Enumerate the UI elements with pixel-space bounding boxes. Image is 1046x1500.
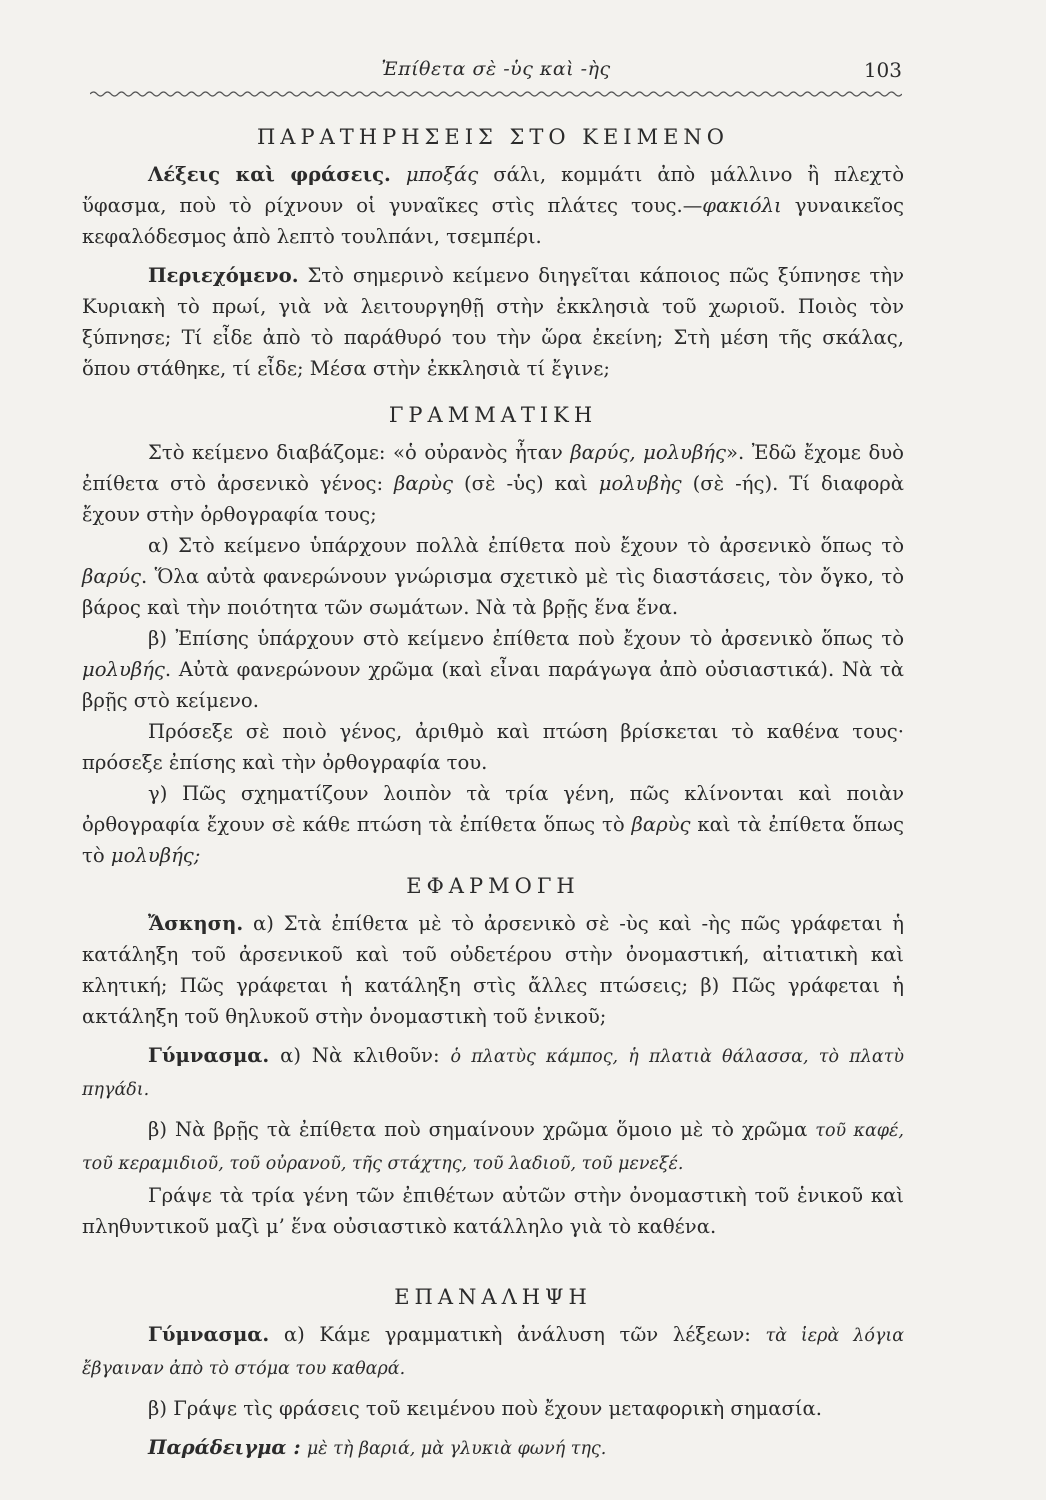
drill-b-text: β) Νὰ βρῇς τὰ ἐπίθετα ποὺ σημαίνουν χρῶμα ὅμοιο μὲ τὸ χρῶμα [148,1118,816,1141]
gamma-text-2: καὶ τὰ ἐπίθετα ὅπως τὸ [82,813,904,867]
paragraph-review-a [82,1319,904,1385]
intro-term-1: βαρύς, μολυβής [570,441,727,464]
paragraph-content [82,260,904,384]
wavy-divider [90,88,902,100]
paragraph-grammar-gamma [82,778,904,871]
gamma-term-2: μολυβής [110,844,194,867]
paragraph-grammar-beta [82,623,904,716]
alpha-term: βαρύς [82,565,141,588]
paragraph-drill-c: Γράψε τὰ τρία γένη τῶν ἐπιθέτων αὐτῶν στὴν ὀνομαστικὴ τοῦ ἑνικοῦ καὶ πληθυντικοῦ μαζὶ μ’ ἕνα οὐσιαστικὸ κατάλληλο γιὰ τὸ καθένα. [82,1184,904,1238]
definition-mboxas: σάλι, κομμάτι ἀπὸ μάλλινο ἢ πλεχτὸ ὕφασμα, ποὺ τὸ ρίχνουν οἱ γυναῖκες στὶς πλάτες τους.— [82,163,905,217]
beta-text-2: . Αὐτὰ φανερώνουν χρῶμα (καὶ εἶναι παράγωγα ἀπὸ οὐσιαστικά). Νὰ τὰ βρῇς στὸ κείμενο. [82,658,904,712]
intro-term-3: μολυβὴς [598,472,682,495]
paragraph-grammar-alpha [82,530,904,623]
page-content [82,122,904,1465]
heading-review: ΕΠΑΝΑΛΗΨΗ [394,1285,592,1309]
intro-text-1: Στὸ κείμενο διαβάζομε: «ὁ οὐρανὸς ἦταν [148,441,571,464]
running-title: Ἐπίθετα σὲ -ὑς καὶ -ὴς [381,58,611,80]
beta-term: μολυβής [82,658,165,681]
paragraph-grammar-note: Πρόσεξε σὲ ποιὸ γένος, ἀριθμὸ καὶ πτώση βρίσκεται τὸ καθένα τους· πρόσεξε ἐπίσης καὶ τὴν ὀρθογραφία του. [82,720,904,774]
alpha-text-2: . Ὅλα αὐτὰ φανερώνουν γνώρισμα σχετικὸ μὲ τὶς διαστάσεις, τὸν ὄγκο, τὸ βάρος καὶ τὴν ποιότητα τῶν σωμάτων. Νὰ τὰ βρῇς ἕνα ἕνα. [82,565,904,619]
review-a-phrase: τὰ ἱερὰ λόγια ἔβγαιναν ἀπὸ τὸ στόμα του καθαρά. [82,1326,905,1379]
label-drill: Γύμνασμα. [148,1044,270,1067]
paragraph-example [82,1432,904,1465]
gamma-text-1: γ) Πῶς σχηματίζουν λοιπὸν τὰ τρία γένη, πῶς κλίνονται καὶ ποιὰν ὀρθογραφία ἔχουν σὲ κάθε πτώση τὰ ἐπίθετα ὅπως τὸ [82,782,904,836]
drill-a-text: α) Νὰ κλιθοῦν: [280,1044,451,1067]
content-text: Στὸ σημερινὸ κείμενο διηγεῖται κάποιος πῶς ξύπνησε τὴν Κυριακὴ τὸ πρωί, γιὰ νὰ λειτουργηθῇ στὴν ἐκκλησιὰ τοῦ χωριοῦ. Ποιὸς τὸν ξύπνησε; Τί εἶδε ἀπὸ τὸ παράθυρό του τὴν ὥρα ἐκείνη; Στὴ μέση τῆς σκάλας, ὅπου στάθηκε, τί εἶδε; Μέσα στὴν ἐκκλησιὰ τί ἔγινε; [82,264,904,380]
exercise-text: α) Στὰ ἐπίθετα μὲ τὸ ἀρσενικὸ σὲ -ὺς καὶ -ὴς πῶς γράφεται ἡ κατάληξη τοῦ ἀρσενικοῦ καὶ τοῦ οὐδετέρου στὴν ὀνομαστική, αἰτιατικὴ καὶ κλητική; Πῶς γράφεται ἡ κατάληξη στὶς ἄλλες πτώσεις; β) Πῶς γράφεται ἡ ακτάληξη τοῦ θηλυκοῦ στὴν ὀνομαστικὴ τοῦ ἑνικοῦ; [82,912,904,1028]
paragraph-exercise [82,908,904,1032]
label-review-drill: Γύμνασμα. [148,1323,270,1346]
example-text: μὲ τὴ βαριά, μὰ γλυκιὰ φωνή της. [306,1439,607,1459]
review-a-text: α) Κάμε γραμματικὴ ἀνάλυση τῶν λέξεων: [283,1323,766,1346]
drill-a-phrases: ὁ πλατὺς κάμπος, ἡ πλατιὰ θάλασσα, τὸ πλατὺ πηγάδι. [82,1047,904,1100]
heading-application: ΕΦΑΡΜΟΓΗ [406,874,580,898]
intro-term-2: βαρὺς [394,472,454,495]
term-mboxas: μποξάς [405,163,479,186]
page-number: 103 [863,58,902,82]
gamma-text-3: ; [193,844,201,867]
paragraph-review-b: β) Γράψε τὶς φράσεις τοῦ κειμένου ποὺ ἔχουν μεταφορικὴ σημασία. [148,1397,823,1420]
paragraph-drill-b [82,1114,904,1180]
drill-b-colors: τοῦ καφέ, τοῦ κεραμιδιοῦ, τοῦ οὐρανοῦ, τῆς στάχτης, τοῦ λαδιοῦ, τοῦ μενεξέ. [82,1121,904,1174]
definition-fakioli: γυναικεῖος κεφαλόδεσμος ἀπὸ λεπτὸ τουλπάνι, τσεμπέρι. [82,194,904,248]
heading-grammar: ΓΡΑΜΜΑΤΙΚΗ [388,403,598,427]
label-content: Περιεχόμενο. [148,264,299,287]
paragraph-words [82,159,904,252]
label-exercise: Ἄσκηση. [148,912,244,935]
intro-text-2: ». Ἐδῶ ἔχομε δυὸ ἐπίθετα στὸ ἀρσενικὸ γένος: [82,441,904,495]
term-fakioli: φακιόλι [702,194,782,217]
heading-observations: ΠΑΡΑΤΗΡΗΣΕΙΣ ΣΤΟ ΚΕΙΜΕΝΟ [256,125,730,149]
paragraph-drill-a [82,1040,904,1106]
gamma-term-1: βαρὺς [631,813,691,836]
beta-text-1: β) Ἐπίσης ὑπάρχουν στὸ κείμενο ἐπίθετα ποὺ ἔχουν τὸ ἀρσενικὸ ὅπως τὸ [148,627,904,650]
alpha-text-1: α) Στὸ κείμενο ὑπάρχουν πολλὰ ἐπίθετα ποὺ ἔχουν τὸ ἀρσενικὸ ὅπως τὸ [148,534,904,557]
label-example: Παράδειγμα : [148,1436,301,1459]
label-words: Λέξεις καὶ φράσεις. [148,163,391,186]
running-header [90,58,902,92]
intro-text-3: (σὲ -ὑς) καὶ [453,472,599,495]
paragraph-grammar-intro [82,437,904,530]
intro-text-4: (σὲ -ής). Τί διαφορὰ ἔχουν στὴν ὀρθογραφία τους; [82,472,905,526]
